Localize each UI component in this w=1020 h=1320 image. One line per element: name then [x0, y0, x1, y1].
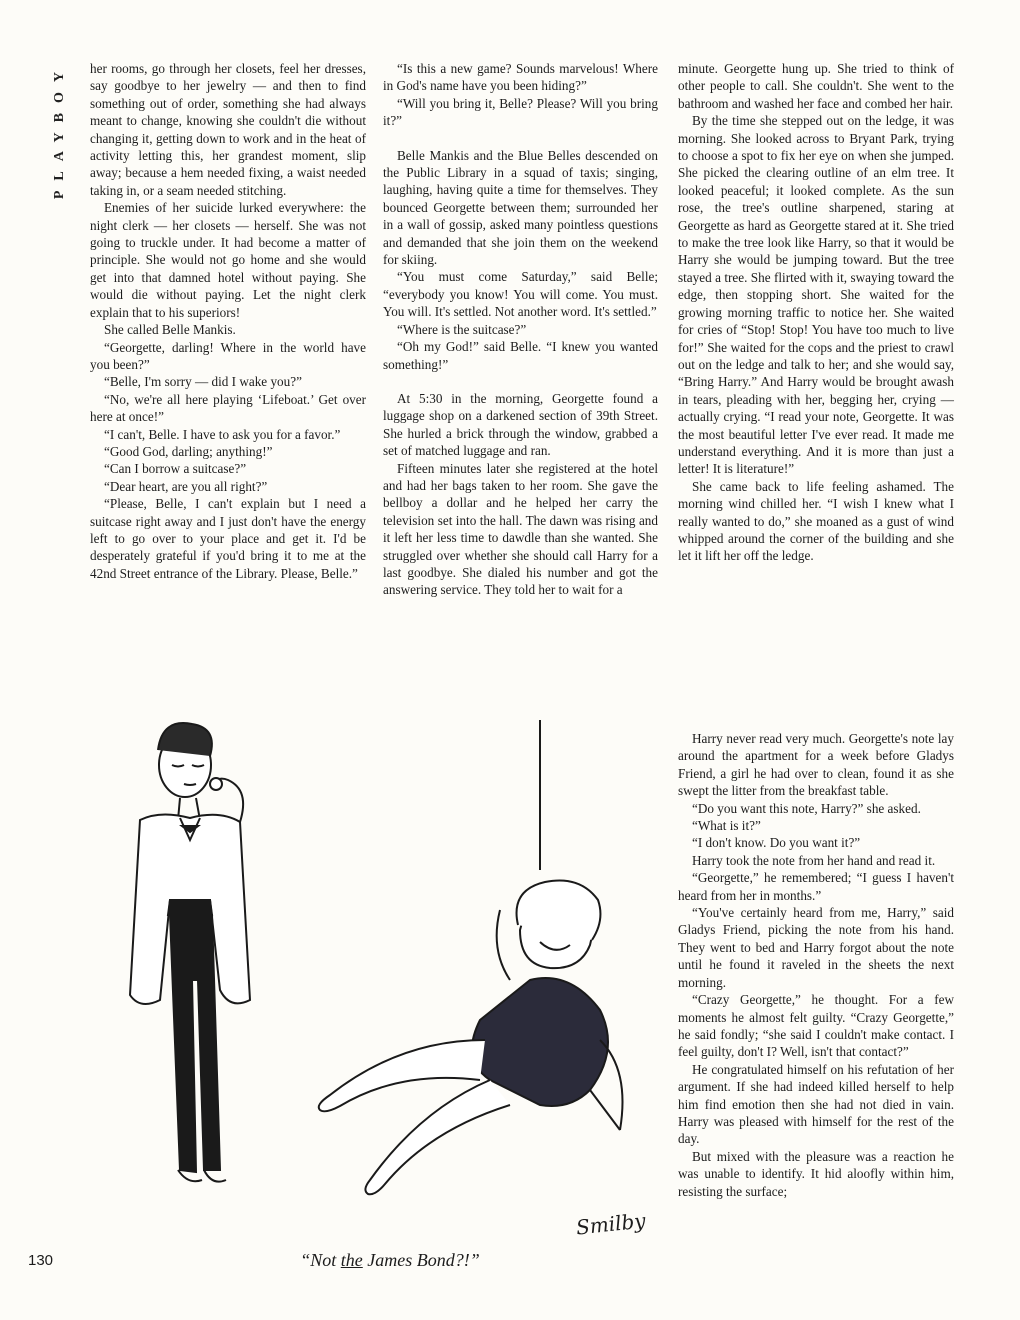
paragraph: her rooms, go through her closets, feel her dresses, say goodbye to her jewelry — and then to find something out of order, something she had always meant to change, knowing she couldn't die without changing it, getting down to work and in the heat of activity letting this, her grandest moment, slip away; because a hem needed fixing, a waist needed taking in, or a seam needed stitching.	[90, 61, 366, 198]
paragraph: “Belle, I'm sorry — did I wake you?”	[104, 374, 302, 390]
man-figure	[130, 723, 250, 1182]
caption-emphasis: the	[340, 1250, 363, 1270]
playboy-masthead: PLAYBOY	[52, 62, 67, 200]
paragraph: “Will you bring it, Belle? Please? Will you bring it?”	[383, 95, 658, 129]
paragraph: Enemies of her suicide lurked everywhere: the night clerk — her closets — herself. She was not going to truckle under. It had become a matter of principle. She would not go home and she would get into that damned hotel without paying. She would die without paying. Let the night clerk explain that to his superiors!	[90, 200, 366, 320]
paragraph: “Oh my God!” said Belle. “I knew you wanted something!”	[383, 339, 658, 372]
woman-figure	[319, 880, 623, 1194]
paragraph: “Crazy Georgette,” he thought. For a few moments he almost felt guilty. “Crazy Georgette,” he said fondly; “she said I couldn't make contact. I feel guilty, don't I? Well, isn't that contact?”	[678, 992, 954, 1060]
paragraph: “Is this a new game? Sounds marvelous! Where in God's name have you been hiding?”	[383, 61, 658, 94]
paragraph: “No, we're all here playing ‘Lifeboat.’ Get over here at once!”	[90, 391, 366, 425]
paragraph: She came back to life feeling ashamed. The morning wind chilled her. “I wish I knew what I really wanted to do,” she moaned as a gust of wind whipped around the corner of the building and she let it lift her off the ledge.	[678, 478, 954, 564]
cartoon-caption	[240, 1250, 540, 1271]
cartoon-illustration	[100, 710, 660, 1250]
paragraph: “Georgette,” he remembered; “I guess I haven't heard from her in months.”	[678, 870, 954, 903]
paragraph: Fifteen minutes later she registered at the hotel and had her bags taken to her room. She gave the bellboy a dollar and he helped her carry the television set into the hall. The dawn was rising and it left her less time to dawdle than she wanted. She struggled over whether she should call Harry for a last goodbye. She dialed his number and got the answering service. They told her to wait for a	[383, 460, 658, 598]
paragraph: But mixed with the pleasure was a reaction he was unable to identify. It hid aloofly within him, resisting the surface;	[678, 1148, 954, 1199]
page-number: 130	[28, 1252, 54, 1269]
paragraph: “Please, Belle, I can't explain but I need a suitcase right away and I just don't have the energy left to go over to your place and get it. I'd be desperately grateful if you'd bring it to me at the 42nd Street entrance of the Library. Please, Belle.”	[90, 496, 366, 581]
paragraph: Harry never read very much. Georgette's note lay around the apartment for a week before Gladys Friend, a girl he had over to clean, found it as she swept the litter from the breakfast table.	[678, 731, 954, 799]
paragraph: “Good God, darling; anything!”	[104, 443, 273, 459]
article-column-3-continued	[678, 730, 954, 1200]
paragraph: Harry took the note from her hand and read it.	[692, 852, 936, 868]
paragraph: “Dear heart, are you all right?”	[104, 478, 268, 494]
paragraph: “I can't, Belle. I have to ask you for a favor.”	[104, 426, 341, 442]
paragraph: minute. Georgette hung up. She tried to think of other people to call. She couldn't. She went to the bathroom and washed her face and combed her hair.	[678, 61, 954, 111]
artist-signature: Smilby	[574, 1208, 647, 1240]
article-column-3	[678, 60, 954, 565]
paragraph: At 5:30 in the morning, Georgette found a luggage shop on a darkened section of 39th Street. She hurled a brick through the window, grabbed a set of matched luggage and ran.	[383, 390, 658, 459]
paragraph: “What is it?”	[692, 818, 761, 834]
paragraph: Belle Mankis and the Blue Belles descended on the Public Library in a squad of taxis; singing, laughing, having quite a time for themselves. They bounced Georgette between them; surrounded her in a wall of gossip, asked many pointless questions and demanded that she join them on the weekend for skiing.	[383, 147, 658, 268]
paragraph: “Can I borrow a suitcase?”	[104, 461, 247, 477]
paragraph: She called Belle Mankis.	[104, 322, 236, 338]
paragraph: “You've certainly heard from me, Harry,” said Gladys Friend, picking the note from his hand. They went to bed and Harry forgot about the note until he found it raveled in the sheets the next morning.	[678, 905, 954, 990]
paragraph: “Do you want this note, Harry?” she asked.	[692, 800, 921, 816]
paragraph: “You must come Saturday,” said Belle; “everybody you know! You will come. You must. You will. It's settled. Not another word. It's settled.”	[383, 269, 658, 320]
paragraph: “Where is the suitcase?”	[397, 321, 527, 337]
paragraph: “I don't know. Do you want it?”	[692, 835, 861, 851]
paragraph: He congratulated himself on his refutation of her argument. If she had indeed killed herself to help him find emotion then she had not died in vain. Harry was pleased with himself for the rest of the day.	[678, 1061, 954, 1147]
caption-text-start: “Not	[300, 1250, 341, 1270]
caption-text-end: James Bond?!”	[362, 1250, 480, 1270]
paragraph: “Georgette, darling! Where in the world have you been?”	[90, 339, 366, 372]
article-column-2	[383, 60, 658, 599]
paragraph: By the time she stepped out on the ledge, it was morning. She looked across to Bryant Park, trying to choose a spot to fix her eye on when she jumped. She picked the clearing outline of an elm tree. It looked peaceful; it looked complete. As the sun rose, the tree's outline sharpened, staring at Georgette as hard as Georgette stared at it. She tried to make the tree look like Harry, so that it would be Harry she would be jumping toward. But the tree stayed a tree. She flirted with it, swaying toward the edge, then stopping short. She waited for the growing morning traffic to notice her. She waited for cries of “Stop! Stop! You have too much to live for!” She waited for the cops and the priest to crawl out on the ledge and talk to her; and she would say, “Bring Harry.” And Harry would be brought awash in tears, pleading with her, begging her, crying — actually crying. “I read your note, Georgette. It was the most beautiful letter I've ever read. It made me understand everything. And it is more than just a letter! It is literature!”	[678, 113, 954, 477]
article-column-1	[90, 60, 366, 582]
